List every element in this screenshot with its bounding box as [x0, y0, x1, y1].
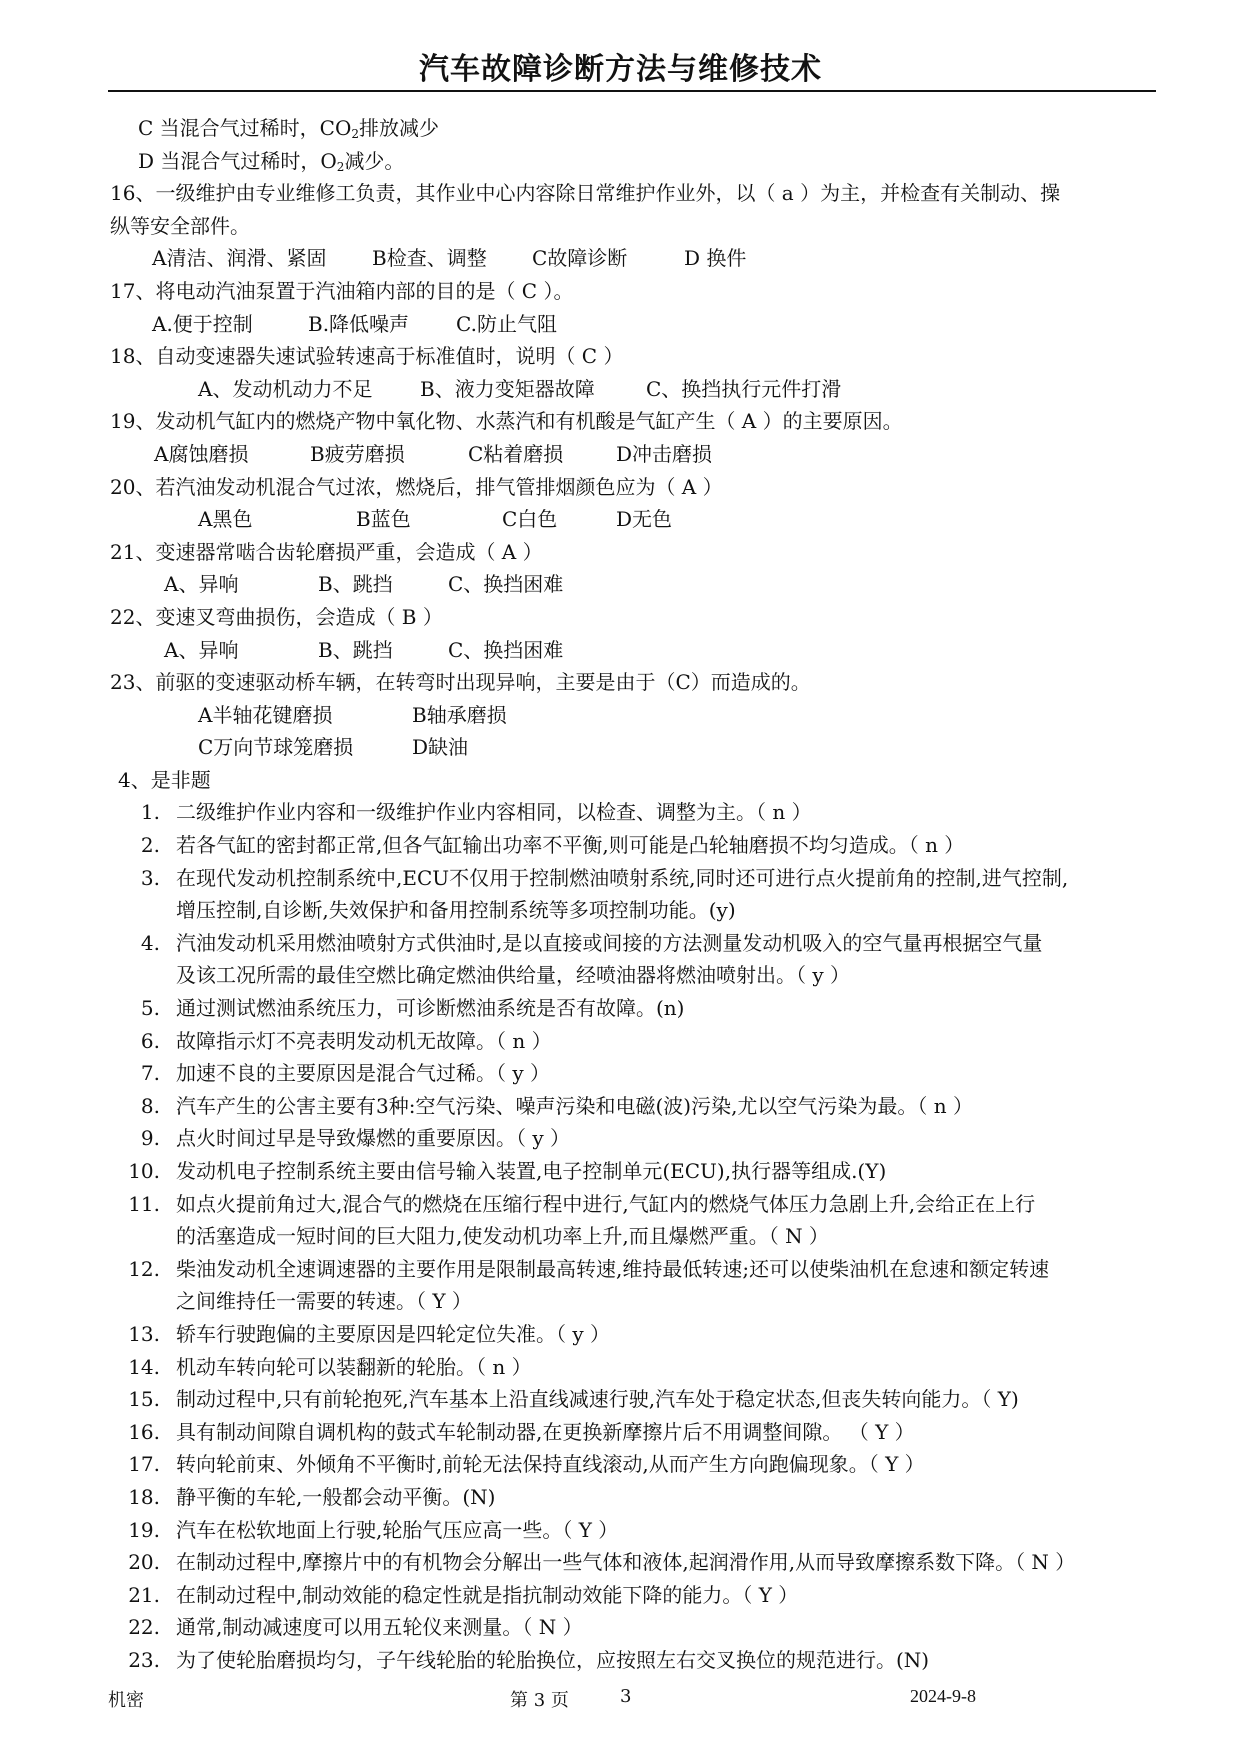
question-23: 23、前驱的变速驱动桥车辆，在转弯时出现异响，主要是由于（C）而造成的。	[110, 670, 811, 695]
option: B、液力变矩器故障	[420, 376, 595, 401]
tf-item-line	[110, 1090, 1160, 1123]
tf-item-text: 通常,制动减速度可以用五轮仪来测量。（ N ）	[176, 1615, 583, 1640]
tf-item-text: 的活塞造成一短时间的巨大阻力,使发动机功率上升,而且爆燃严重。（ N ）	[176, 1224, 829, 1249]
option: A.便于控制	[152, 311, 253, 336]
tf-item-text: 点火时间过早是导致爆燃的重要原因。（ y ）	[176, 1126, 571, 1151]
tf-item-line	[110, 1318, 1160, 1351]
tf-item-text: 汽车产生的公害主要有3种:空气污染、噪声污染和电磁(波)污染,尤以空气污染为最。（ n ）	[176, 1093, 974, 1118]
tf-item-text: 在制动过程中,制动效能的稳定性就是指抗制动效能下降的能力。（ Y ）	[176, 1582, 799, 1607]
tf-item-text: 汽油发动机采用燃油喷射方式供油时,是以直接或间接的方法测量发动机吸入的空气量再根据空气量	[176, 930, 1043, 955]
option: D冲击磨损	[616, 441, 713, 466]
question-16-options	[110, 242, 1160, 275]
tf-item-line	[110, 1285, 1160, 1318]
question-19: 19、发动机气缸内的燃烧产物中氧化物、水蒸汽和有机酸是气缸产生（ A ）的主要原因。	[110, 409, 903, 434]
tf-item-text: 柴油发动机全速调速器的主要作用是限制最高转速,维持最低转速;还可以使柴油机在怠速和额定转速	[176, 1256, 1050, 1281]
tf-item-number	[110, 1285, 176, 1318]
tf-item-number: 12.	[128, 1256, 160, 1281]
tf-item-text: 在制动过程中,摩擦片中的有机物会分解出一些气体和液体,起润滑作用,从而导致摩擦系数下降。（ N ）	[176, 1550, 1076, 1575]
option: A、发动机动力不足	[198, 376, 373, 401]
tf-item-text: 之间维持任一需要的转速。（ Y ）	[176, 1289, 472, 1314]
tf-item-text: 故障指示灯不亮表明发动机无故障。（ n ）	[176, 1028, 552, 1053]
question-18: 18、自动变速器失速试验转速高于标准值时，说明（ C ）	[110, 344, 624, 369]
tf-item-number: 14.	[128, 1354, 160, 1379]
true-false-list	[110, 796, 1160, 1676]
tf-item-line	[110, 927, 1160, 960]
footer-confidential: 机密	[108, 1690, 144, 1711]
question-16-cont: 纵等安全部件。	[110, 213, 250, 238]
question-21-options	[110, 568, 1160, 601]
tf-item-text: 汽车在松软地面上行驶,轮胎气压应高一些。（ Y ）	[176, 1517, 619, 1542]
question-19-options	[110, 438, 1160, 471]
tf-item-number: 2.	[140, 833, 160, 858]
question-20-options	[110, 503, 1160, 536]
tf-item-line	[110, 1155, 1160, 1188]
tf-item-number: 8.	[140, 1093, 160, 1118]
tf-item-text: 为了使轮胎磨损均匀，子午线轮胎的轮胎换位，应按照左右交叉换位的规范进行。(N)	[176, 1647, 930, 1672]
question-20: 20、若汽油发动机混合气过浓，燃烧后，排气管排烟颜色应为（ A ）	[110, 474, 723, 499]
tf-item-number: 6.	[140, 1028, 160, 1053]
tf-item-number: 20.	[128, 1550, 160, 1575]
tf-item-text: 二级维护作业内容和一级维护作业内容相同，以检查、调整为主。（ n ）	[176, 800, 812, 825]
tf-item-number: 9.	[140, 1126, 160, 1151]
tf-item-text: 机动车转向轮可以装翻新的轮胎。（ n ）	[176, 1354, 532, 1379]
option: D无色	[616, 507, 673, 532]
tf-item-text: 转向轮前束、外倾角不平衡时,前轮无法保持直线滚动,从而产生方向跑偏现象。（ Y ）	[176, 1452, 925, 1477]
option-d-line: D 当混合气过稀时，$O_2$减少。	[138, 148, 405, 174]
tf-item-line	[110, 992, 1160, 1025]
tf-item-number: 5.	[140, 996, 160, 1021]
tf-item-line	[110, 1481, 1160, 1514]
option: D缺油	[412, 735, 469, 760]
tf-item-number: 4.	[140, 930, 160, 955]
option: A、异响	[164, 637, 239, 662]
tf-item-line	[110, 796, 1160, 829]
question-23-options-row1	[110, 699, 1160, 732]
question-17: 17、将电动汽油泵置于汽油箱内部的目的是（ C ）。	[110, 278, 574, 303]
tf-item-text: 通过测试燃油系统压力，可诊断燃油系统是否有故障。(n)	[176, 996, 685, 1021]
option: A半轴花键磨损	[198, 702, 333, 727]
option: C故障诊断	[532, 246, 628, 271]
tf-item-number	[110, 894, 176, 927]
tf-item-line	[110, 1546, 1160, 1579]
tf-item-number: 11.	[128, 1191, 160, 1216]
option: C、换挡困难	[448, 637, 564, 662]
option: B检查、调整	[372, 246, 487, 271]
question-17-options	[110, 308, 1160, 341]
tf-item-number: 22.	[128, 1615, 160, 1640]
option: A清洁、润滑、紧固	[152, 246, 327, 271]
option-c-line: C 当混合气过稀时，$CO_2$排放减少	[138, 116, 439, 141]
section-heading: 4、是非题	[118, 767, 211, 792]
footer-page-number: 3	[620, 1686, 632, 1707]
question-21: 21、变速器常啮合齿轮磨损严重，会造成（ A ）	[110, 539, 543, 564]
tf-item-number: 7.	[140, 1061, 160, 1086]
tf-item-text: 加速不良的主要原因是混合气过稀。（ y ）	[176, 1061, 551, 1086]
tf-item-number: 13.	[128, 1321, 160, 1346]
tf-item-text: 轿车行驶跑偏的主要原因是四轮定位失准。（ y ）	[176, 1321, 611, 1346]
tf-item-number: 16.	[128, 1419, 160, 1444]
tf-item-line	[110, 1448, 1160, 1481]
footer-date: 2024-9-8	[910, 1686, 976, 1706]
tf-item-text: 如点火提前角过大,混合气的燃烧在压缩行程中进行,气缸内的燃烧气体压力急剧上升,会给正在上行	[176, 1191, 1036, 1216]
tf-item-number	[110, 1220, 176, 1253]
tf-item-number: 23.	[128, 1647, 160, 1672]
tf-item-line	[110, 1579, 1160, 1612]
document-body	[110, 112, 1160, 1677]
tf-item-line	[110, 1253, 1160, 1286]
tf-item-number: 19.	[128, 1517, 160, 1542]
tf-item-text: 在现代发动机控制系统中,ECU不仅用于控制燃油喷射系统,同时还可进行点火提前角的控制,进气控制,	[176, 865, 1069, 890]
tf-item-line	[110, 959, 1160, 992]
option: C粘着磨损	[468, 441, 564, 466]
question-22: 22、变速叉弯曲损伤，会造成（ B ）	[110, 604, 443, 629]
option: B轴承磨损	[412, 702, 507, 727]
tf-item-text: 具有制动间隙自调机构的鼓式车轮制动器,在更换新摩擦片后不用调整间隙。 （ Y ）	[176, 1419, 915, 1444]
header-rule	[108, 90, 1156, 92]
option: B蓝色	[356, 507, 411, 532]
tf-item-line	[110, 1644, 1160, 1677]
tf-item-number: 15.	[128, 1387, 160, 1412]
option: A黑色	[198, 507, 253, 532]
tf-item-line	[110, 1057, 1160, 1090]
tf-item-text: 制动过程中,只有前轮抱死,汽车基本上沿直线减速行驶,汽车处于稳定状态,但丧失转向能力。（ Y)	[176, 1387, 1019, 1412]
tf-item-text: 及该工况所需的最佳空燃比确定燃油供给量，经喷油器将燃油喷射出。（ y ）	[176, 963, 851, 988]
question-18-options	[110, 373, 1160, 406]
option: B、跳挡	[318, 572, 393, 597]
tf-item-line	[110, 1025, 1160, 1058]
tf-item-number: 21.	[128, 1582, 160, 1607]
tf-item-number: 18.	[128, 1484, 160, 1509]
tf-item-number: 1.	[140, 800, 160, 825]
option: C、换挡执行元件打滑	[646, 376, 842, 401]
option: A腐蚀磨损	[154, 441, 249, 466]
tf-item-line	[110, 894, 1160, 927]
option: B、跳挡	[318, 637, 393, 662]
option: B.降低噪声	[308, 311, 410, 336]
tf-item-line	[110, 1122, 1160, 1155]
tf-item-text: 增压控制,自诊断,失效保护和备用控制系统等多项控制功能。(y)	[176, 898, 736, 923]
option: C白色	[502, 507, 558, 532]
tf-item-line	[110, 1416, 1160, 1449]
tf-item-line	[110, 1188, 1160, 1221]
tf-item-line	[110, 862, 1160, 895]
tf-item-line	[110, 1611, 1160, 1644]
tf-item-text: 静平衡的车轮,一般都会动平衡。(N)	[176, 1484, 496, 1509]
option: C.防止气阻	[456, 311, 557, 336]
tf-item-text: 发动机电子控制系统主要由信号输入装置,电子控制单元(ECU),执行器等组成.(Y)	[176, 1159, 887, 1183]
tf-item-line	[110, 1220, 1160, 1253]
question-16: 16、一级维护由专业维修工负责，其作业中心内容除日常维护作业外，以（ a ）为主，并检查有关制动、操	[110, 181, 1061, 206]
tf-item-line	[110, 1383, 1160, 1416]
tf-item-number	[110, 959, 176, 992]
tf-item-number: 17.	[128, 1452, 160, 1477]
question-23-options-row2	[110, 731, 1160, 764]
option: D 换件	[684, 246, 747, 271]
footer-page: 第 3 页	[510, 1690, 569, 1711]
option: A、异响	[164, 572, 239, 597]
option: C万向节球笼磨损	[198, 735, 354, 760]
page-title: 汽车故障诊断方法与维修技术	[419, 52, 822, 87]
tf-item-text: 若各气缸的密封都正常,但各气缸输出功率不平衡,则可能是凸轮轴磨损不均匀造成。（ n ）	[176, 833, 965, 858]
question-22-options	[110, 634, 1160, 667]
tf-item-line	[110, 829, 1160, 862]
option: C、换挡困难	[448, 572, 564, 597]
tf-item-line	[110, 1351, 1160, 1384]
tf-item-number: 10.	[128, 1159, 160, 1183]
tf-item-line	[110, 1514, 1160, 1547]
tf-item-number: 3.	[140, 865, 160, 890]
option: B疲劳磨损	[310, 441, 405, 466]
